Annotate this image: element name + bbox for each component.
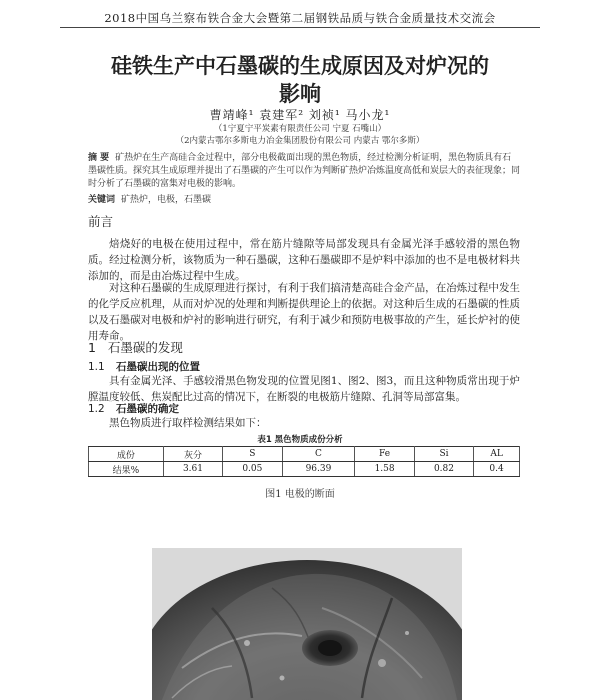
keywords-label: 关键词 (88, 195, 116, 205)
subsection-1-1-paragraph: 具有金属光泽、手感较滑黑色物发现的位置见图1、图2、图3，而且这种物质常出现于炉膛温度较低、焦炭配比过高的情况下，在断裂的电极筋片缝隙、孔洞等局部富集。 (88, 375, 520, 403)
table-cell: 0.82 (414, 462, 473, 477)
table-header-cell: C (282, 447, 355, 462)
table-header-cell: AL (474, 447, 520, 462)
section-1-title (88, 338, 183, 356)
header-rule (60, 27, 540, 28)
abstract-label: 摘 要 (88, 153, 110, 163)
subsection-1-2-paragraph: 黑色物质进行取样检测结果如下： (109, 417, 267, 429)
subsection-1-2-title (88, 401, 179, 416)
title-line-2: 影响 (279, 82, 321, 106)
section-1-number: 1 (88, 340, 96, 355)
table-header-cell: Si (414, 447, 473, 462)
table-cell: 1.58 (355, 462, 414, 477)
affiliation-1: （1宁夏宁平炭素有限责任公司 宁夏 石嘴山） (213, 124, 387, 134)
table-header-cell: Fe (355, 447, 414, 462)
subsection-1-2-number: 1.2 (88, 403, 105, 415)
section-preface-title: 前言 (88, 214, 114, 229)
subsection-1-2-text: 石墨碳的确定 (116, 403, 179, 415)
table-cell: 3.61 (163, 462, 222, 477)
section-1-text: 石墨碳的发现 (107, 340, 183, 355)
preface-paragraph-1: 焙烧好的电极在使用过程中，常在筋片缝隙等局部发现具有金属光泽手感较滑的黑色物质。经过检测分析，该物质为一种石墨碳，这种石墨碳即不是炉料中添加的也不是电极材料共添加的，而是由冶炼过程中生成。 (88, 238, 520, 282)
table-header-cell: S (223, 447, 282, 462)
subsection-1-1-number: 1.1 (88, 361, 105, 373)
table-caption: 表1 黑色物质成份分析 (257, 435, 343, 445)
running-header: 2018中国乌兰察布铁合金大会暨第二届钢铁品质与铁合金质量技术交流会 (104, 11, 496, 25)
table-header-cell: 成份 (89, 447, 164, 462)
abstract-text: 矿热炉在生产高硅合金过程中，部分电极截面出现的黑色物质，经过检测分析证明，黑色物质具有石墨碳性质。探究其生成原理并提出了石墨碳的产生可以作为判断矿热炉冶炼温度高低和炭层大的表征现象；同时分析了石墨碳的富集对电极的影响。 (88, 153, 521, 189)
keywords (88, 192, 520, 205)
table-header-row (89, 447, 520, 462)
keywords-text: 矿热炉，电极，石墨碳 (121, 195, 212, 205)
table-cell: 0.4 (474, 462, 520, 477)
table-row (89, 462, 520, 477)
subsection-1-1-title (88, 359, 200, 374)
title-line-1: 硅铁生产中石墨碳的生成原因及对炉况的 (111, 54, 489, 78)
electrode-cross-section-photo (152, 548, 462, 700)
authors: 曹靖峰¹ 袁建军² 刘祯¹ 马小龙¹ (209, 108, 391, 122)
table-cell: 96.39 (282, 462, 355, 477)
figure-caption: 图1 电极的断面 (265, 489, 335, 500)
table-row-label: 结果% (89, 462, 164, 477)
table-cell: 0.05 (223, 462, 282, 477)
affiliation-2: （2内蒙古鄂尔多斯电力冶金集团股份有限公司 内蒙古 鄂尔多斯） (175, 136, 425, 146)
subsection-1-1-text: 石墨碳出现的位置 (116, 361, 200, 373)
preface-paragraph-2: 对这种石墨碳的生成原理进行探讨，有利于我们搞清楚高硅合金产品，在冶炼过程中发生的化学反应机理，从而对炉况的处理和判断提供理论上的依据。对这种后生成的石墨碳的性质以及石墨碳对电极和炉衬的影响进行研究，有利于减少和预防电极事故的产生，延长炉衬的使用寿命。 (88, 282, 520, 342)
composition-table (88, 446, 520, 477)
paper-title (70, 52, 530, 108)
abstract (88, 152, 520, 191)
table-header-cell: 灰分 (163, 447, 222, 462)
